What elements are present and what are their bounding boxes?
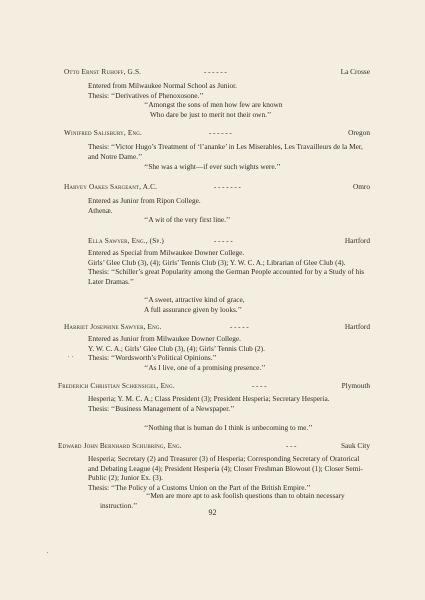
detail-line: Thesis: ‘‘Schiller’s great Popularity among the German People accounted for by a Study of his Later Dramas.’’ [88,267,365,286]
quote-line: ‘‘Nothing that is human do I think is unbecoming to me.’’ [144,423,313,432]
entry-header [64,322,370,332]
entry-header [58,441,370,451]
entry-details [88,81,370,100]
detail-line: Entered from Milwaukee Normal School as Junior. [88,81,237,90]
hometown: Hartford [344,322,370,331]
leader-dashes: - - - - [252,382,267,390]
detail-line: Hesperia; Y. M. C. A.; Class President (3); President Hesperia; Secretary Hesperia. [88,394,330,403]
entry-details [88,334,370,363]
entry-quote [144,363,364,373]
hometown: La Crosse [340,67,370,76]
detail-line: Hesperia; Secretary (2) and Treasurer (3) of Hesperia; Corresponding Secretary of Oratorical and Debating League (4); President Hesperia (4); Closer Freshman Blowout (1); Closer Semi-Public (2); Junior Ex. (3). [88,454,363,483]
paper-speck [68,356,69,357]
quote-line: Who dare be just to merit not their own.’’ [150,109,272,119]
leader-dashes: - - - - - [214,237,233,245]
quote-line: ‘‘A sweet, attractive kind of grace, [144,295,245,304]
entry-header [64,67,370,77]
paper-speck [72,356,73,357]
entry-header [64,182,370,192]
quote-line: ‘‘Men are more apt to ask foolish questions than to obtain necessary instruction.’’ [100,491,345,510]
detail-line: Entered as Special from Milwaukee Downer College. [88,248,245,257]
quote-line: ‘‘A wit of the very first line.’’ [144,215,231,224]
entry-quote [144,162,364,172]
entry-details [88,142,370,161]
detail-line: Entered as Junior from Milwaukee Downer College. [88,334,241,343]
hometown: Plymouth [341,381,370,390]
detail-line: Entered as Junior from Ripon College. [88,196,201,205]
quote-line: ‘‘As I live, one of a promising presence.’’ [144,363,266,372]
detail-line: Thesis: ‘‘The Policy of a Customs Union on the Part of the British Empire.’’ [88,482,311,492]
leader-dashes: - - - - - - [204,68,227,76]
detail-line: Y. W. C. A.; Girls’ Glee Club (3), (4); Girls’ Tennis Club (2). [88,343,265,353]
quote-line: ‘‘She was a wight—if ever such wights were.’’ [144,162,281,171]
entry-details [88,394,370,413]
detail-line: Girls’ Glee Club (3), (4); Girls’ Tennis Club (3); Y. W. C. A.; Librarian of Glee Club (4). [88,257,346,267]
leader-dashes: - - - - - - [209,129,232,137]
student-name: Otto Ernst Ruhoff, G.S. [64,67,142,76]
leader-dashes: - - - [286,442,297,450]
entry-header [58,381,370,391]
entry-quote [144,100,364,119]
detail-line: Thesis: ‘‘Wordsworth’s Political Opinions.’’ [88,353,217,363]
detail-line: Athenæ. [88,205,113,215]
student-name: Winifred Salisbury, Eng. [64,128,142,137]
entry-quote [144,423,364,433]
paper-speck [47,552,48,553]
hometown: Oregon [348,128,370,137]
quote-line: A full assurance given by looks.’’ [144,304,242,314]
entry-details [88,248,370,286]
entry-quote [144,295,364,314]
entry-details [88,196,370,215]
entry-header [88,236,370,246]
entry-quote [144,215,364,225]
hometown: Hartford [344,236,370,245]
leader-dashes: - - - - - [230,323,249,331]
page-number: 92 [208,508,217,517]
student-name: Harvey Oakes Sargeant, A.C. [64,182,158,191]
leader-dashes: - - - - - - - [214,183,241,191]
detail-line: Thesis: ‘‘Business Management of a Newspaper.’’ [88,403,235,413]
entry-details [88,454,370,492]
detail-line: Thesis: ‘‘Victor Hugo’s Treatment of ‘l’ananke’ in Les Miserables, Les Travailleurs de la Mer, and Notre Dame.’’ [88,142,363,161]
entry-header [64,128,370,138]
hometown: Omro [352,182,370,191]
quote-line: ‘‘Amongst the sons of men how few are known [144,100,283,109]
detail-line: Thesis: ‘‘Derivatives of Phenoxosone.’’ [88,90,204,100]
student-name: Harriet Josephine Sawyer, Eng. [64,322,162,331]
student-name: Edward John Bernhard Schubring, Eng. [58,441,182,450]
student-name: Ella Sawyer, Eng., (Sp.) [88,236,164,245]
student-name: Frederich Christian Schœnsigel, Eng. [58,381,175,390]
hometown: Sauk City [341,441,370,450]
